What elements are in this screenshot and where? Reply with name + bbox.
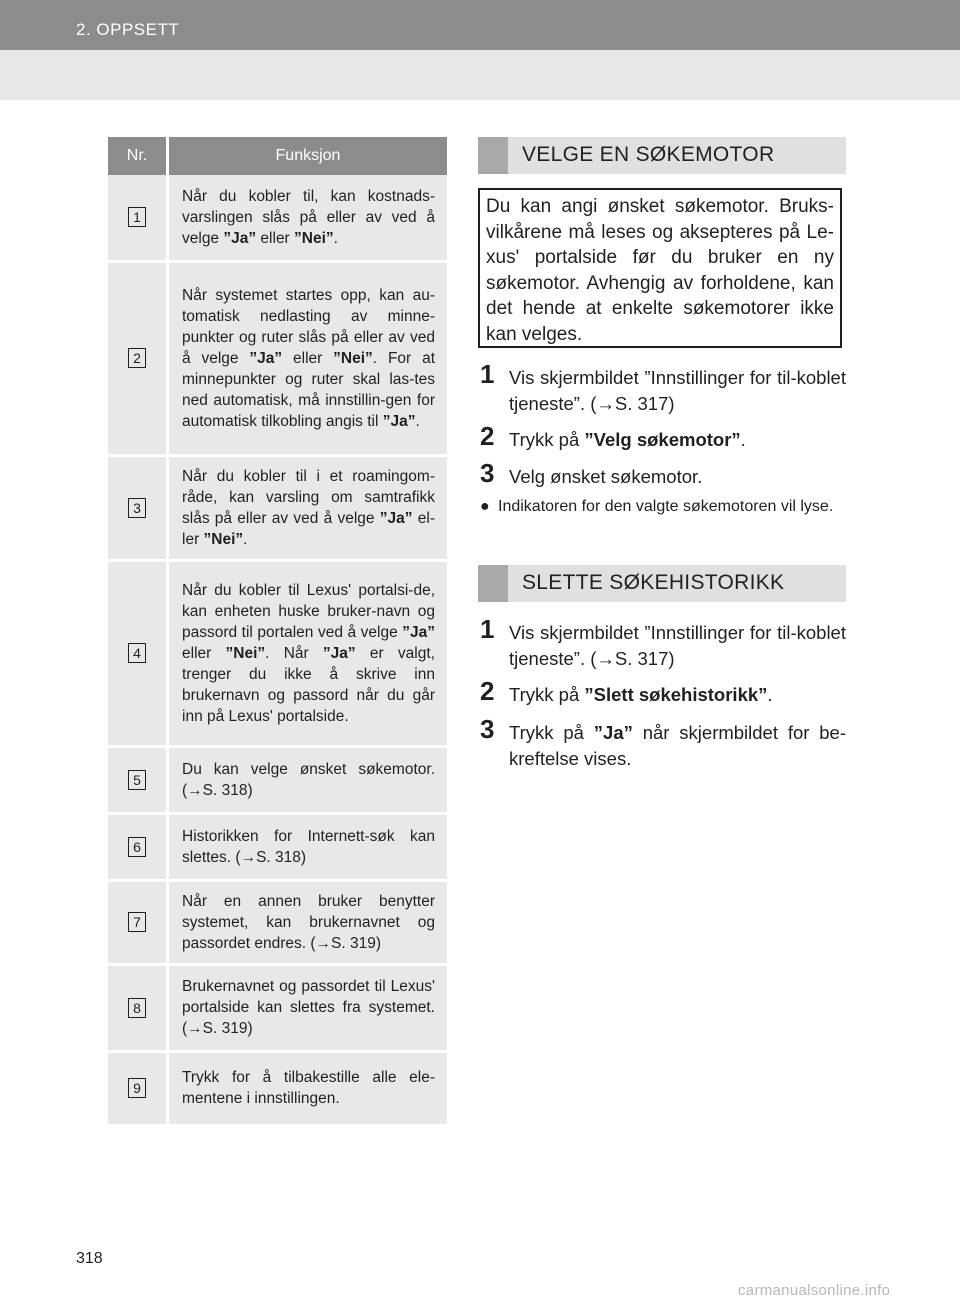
row-number-box: 9 xyxy=(128,1078,146,1098)
table-row xyxy=(108,175,447,261)
row-function-text: Når du kobler til i et roamingom-råde, kan varsling om samtrafikk slås på eller av ved å velge ”Ja” el-ler ”Nei”. xyxy=(168,455,448,560)
step-text: Trykk på ”Ja” når skjermbildet for be-kreftelse vises. xyxy=(509,722,846,769)
row-number-box: 5 xyxy=(128,770,146,790)
row-number-box: 6 xyxy=(128,837,146,857)
bullet-dot-icon: ● xyxy=(480,498,490,515)
function-table xyxy=(108,137,447,1127)
section-header-delete-history xyxy=(478,565,846,602)
table-row xyxy=(108,455,447,560)
step-number: 2 xyxy=(480,676,495,706)
row-number-cell xyxy=(108,813,168,880)
table-header-row xyxy=(108,137,447,175)
table-row xyxy=(108,261,447,455)
section-title: 2. OPPSETT xyxy=(76,20,180,39)
row-number-box: 7 xyxy=(128,912,146,932)
step-text: Vis skjermbildet ”Innstillinger for til-koblet tjeneste”. (→S. 317) xyxy=(509,622,846,669)
row-function-text: Når en annen bruker benytter systemet, kan brukernavnet og passordet endres. (→S. 319) xyxy=(168,880,448,964)
row-number-cell xyxy=(108,455,168,560)
step-text: Trykk på ”Slett søkehistorikk”. xyxy=(509,684,773,705)
header-bar xyxy=(0,0,960,50)
table-row xyxy=(108,964,447,1051)
step-item xyxy=(480,359,846,417)
step-text: Vis skjermbildet ”Innstillinger for til-koblet tjeneste”. (→S. 317) xyxy=(509,367,846,414)
step-item xyxy=(480,458,846,490)
header-subbar xyxy=(0,50,960,100)
step-number: 1 xyxy=(480,614,495,644)
step-item xyxy=(480,614,846,672)
row-function-text: Du kan velge ønsket søkemotor. (→S. 318) xyxy=(168,746,448,813)
row-number-box: 4 xyxy=(128,643,146,663)
row-number-cell xyxy=(108,560,168,746)
row-number-cell xyxy=(108,746,168,813)
table-row xyxy=(108,1051,447,1125)
row-function-text: Når du kobler til, kan kostnads-varslingen slås på eller av ved å velge ”Ja” eller ”Nei”. xyxy=(168,175,448,261)
row-function-text: Historikken for Internett-søk kan slettes. (→S. 318) xyxy=(168,813,448,880)
step-item xyxy=(480,676,846,708)
header-function: Funksjon xyxy=(168,137,448,175)
row-number-cell xyxy=(108,964,168,1051)
step-item xyxy=(480,714,846,772)
page-number: 318 xyxy=(76,1250,103,1267)
step-text: Trykk på ”Velg søkemotor”. xyxy=(509,429,746,450)
section-marker xyxy=(478,137,508,174)
section-header-search-engine xyxy=(478,137,846,174)
step-number: 1 xyxy=(480,359,495,389)
step-number: 3 xyxy=(480,458,495,488)
section-title-delete-history: SLETTE SØKEHISTORIKK xyxy=(522,571,785,594)
row-number-cell xyxy=(108,880,168,964)
step-text: Velg ønsket søkemotor. xyxy=(509,466,703,487)
row-function-text: Trykk for å tilbakestille alle ele-mentene i innstillingen. xyxy=(168,1051,448,1125)
row-number-box: 2 xyxy=(128,348,146,368)
row-function-text: Når du kobler til Lexus' portalsi-de, kan enheten huske bruker-navn og passord til portalen ved å velge ”Ja” eller ”Nei”. Når ”Ja” er valgt, trenger du ikke å skrive inn brukernavn og passord når du går inn på Lexus' portalside. xyxy=(168,560,448,746)
watermark: carmanualsonline.info xyxy=(738,1282,891,1299)
bullet-note xyxy=(480,496,846,518)
row-number-box: 8 xyxy=(128,998,146,1018)
info-box: Du kan angi ønsket søkemotor. Bruks-vilkårene må leses og aksepteres på Le-xus' portalside før du bruker en ny søkemotor. Avhengig av forholdene, kan det hende at enkelte søkemotorer ikke kan velges. xyxy=(478,188,842,348)
step-item xyxy=(480,421,846,453)
row-number-box: 3 xyxy=(128,498,146,518)
row-number-cell xyxy=(108,1051,168,1125)
bullet-text: Indikatoren for den valgte søkemotoren vil lyse. xyxy=(498,498,834,515)
section-title-search-engine: VELGE EN SØKEMOTOR xyxy=(522,143,775,166)
table-row xyxy=(108,880,447,964)
header-nr: Nr. xyxy=(108,137,168,175)
table-row xyxy=(108,560,447,746)
section-marker xyxy=(478,565,508,602)
table-row xyxy=(108,746,447,813)
table-row xyxy=(108,813,447,880)
row-function-text: Når systemet startes opp, kan au-tomatisk nedlasting av minne-punkter og ruter slås på eller av ved å velge ”Ja” eller ”Nei”. For at minnepunkter og ruter skal las-tes ned automatisk, må innstillin-gen for automatisk tilkobling angis til ”Ja”. xyxy=(168,261,448,455)
row-number-cell xyxy=(108,175,168,261)
step-number: 3 xyxy=(480,714,495,744)
row-number-cell xyxy=(108,261,168,455)
row-number-box: 1 xyxy=(128,207,146,227)
row-function-text: Brukernavnet og passordet til Lexus' portalside kan slettes fra systemet. (→S. 319) xyxy=(168,964,448,1051)
step-number: 2 xyxy=(480,421,495,451)
